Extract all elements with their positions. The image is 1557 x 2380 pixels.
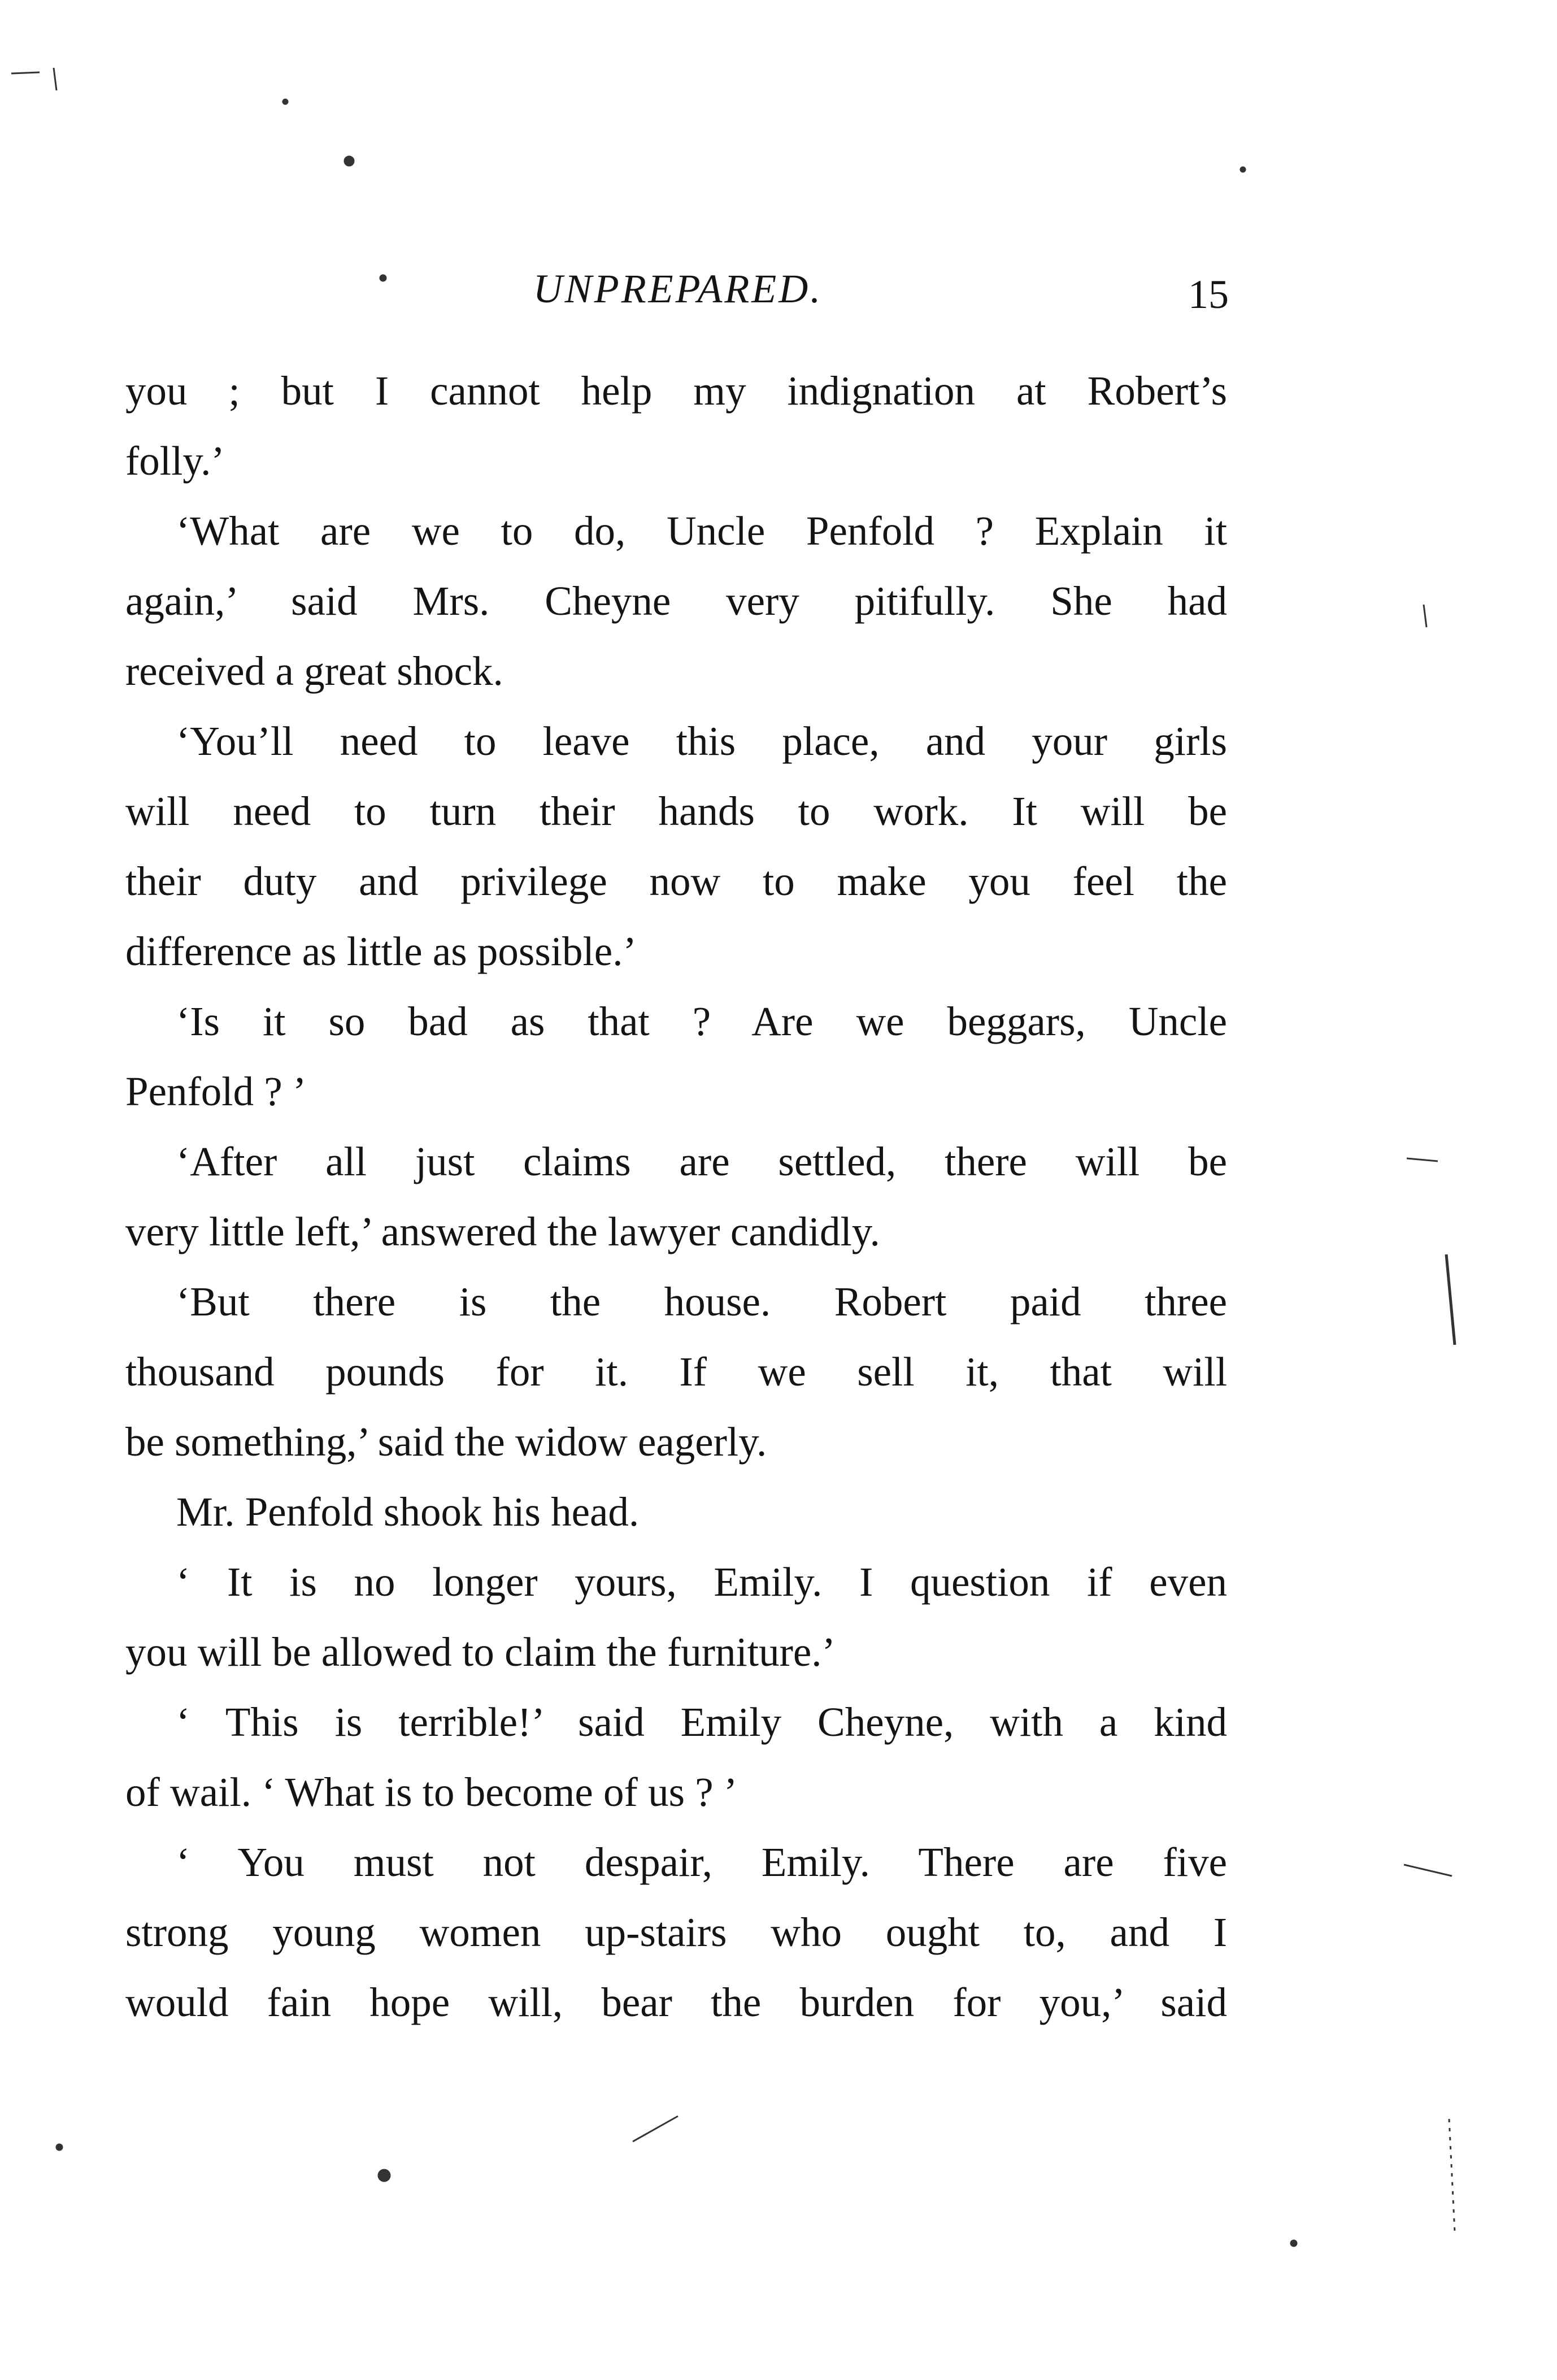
speck — [379, 2170, 390, 2181]
speck — [56, 2144, 62, 2150]
text-line: again,’ said Mrs. Cheyne very pitifully. She had — [125, 578, 1227, 624]
text-line: difference as little as possible.’ — [125, 928, 637, 974]
text-line: received a great shock. — [125, 648, 503, 694]
text-line: you ; but I cannot help my indignation at Robert’s — [125, 368, 1227, 414]
text-line: ‘ You must not despair, Emily. There are five — [176, 1839, 1227, 1885]
speck — [283, 99, 288, 104]
speck — [633, 2116, 678, 2142]
text-line: folly.’ — [125, 438, 225, 484]
text-line: ‘You’ll need to leave this place, and your girls — [176, 718, 1227, 764]
speck — [1241, 167, 1245, 172]
text-line: of wail. ‘ What is to become of us ? ’ — [125, 1769, 738, 1815]
text-line: would fain hope will, bear the burden for you,’ said — [125, 1979, 1227, 2025]
text-line: thousand pounds for it. If we sell it, that will — [125, 1349, 1227, 1395]
text-line: will need to turn their hands to work. It will be — [125, 788, 1227, 834]
text-line: you will be allowed to claim the furniture.’ — [125, 1629, 836, 1675]
text-line: ‘After all just claims are settled, there will be — [176, 1139, 1227, 1184]
text-line: be something,’ said the widow eagerly. — [125, 1419, 767, 1465]
text-line: ‘What are we to do, Uncle Penfold ? Explain it — [176, 508, 1227, 554]
speck — [1446, 1254, 1455, 1345]
speck — [54, 68, 56, 90]
speck — [1291, 2240, 1297, 2246]
running-title: UNPREPARED. — [533, 266, 823, 311]
text-line: Mr. Penfold shook his head. — [176, 1489, 640, 1535]
text-line: ‘ It is no longer yours, Emily. I question if even — [176, 1559, 1227, 1605]
text-line: Penfold ? ’ — [125, 1069, 307, 1114]
text-line: ‘But there is the house. Robert paid three — [176, 1279, 1227, 1324]
text-line: ‘ This is terrible!’ said Emily Cheyne, with a kind — [176, 1699, 1227, 1745]
running-head — [127, 266, 1229, 322]
speck — [1424, 605, 1426, 627]
page-number: 15 — [1188, 272, 1229, 317]
text-line: ‘Is it so bad as that ? Are we beggars, Uncle — [176, 998, 1227, 1044]
speck — [11, 72, 40, 73]
body-text — [125, 356, 1227, 2038]
speck — [345, 157, 354, 166]
text-line: their duty and privilege now to make you feel the — [125, 858, 1227, 904]
text-line: very little left,’ answered the lawyer candidly. — [125, 1209, 880, 1254]
speck — [1404, 1865, 1452, 1876]
speck — [1407, 1158, 1438, 1161]
speck — [1449, 2119, 1455, 2232]
text-line: strong young women up-stairs who ought to, and I — [125, 1909, 1227, 1955]
